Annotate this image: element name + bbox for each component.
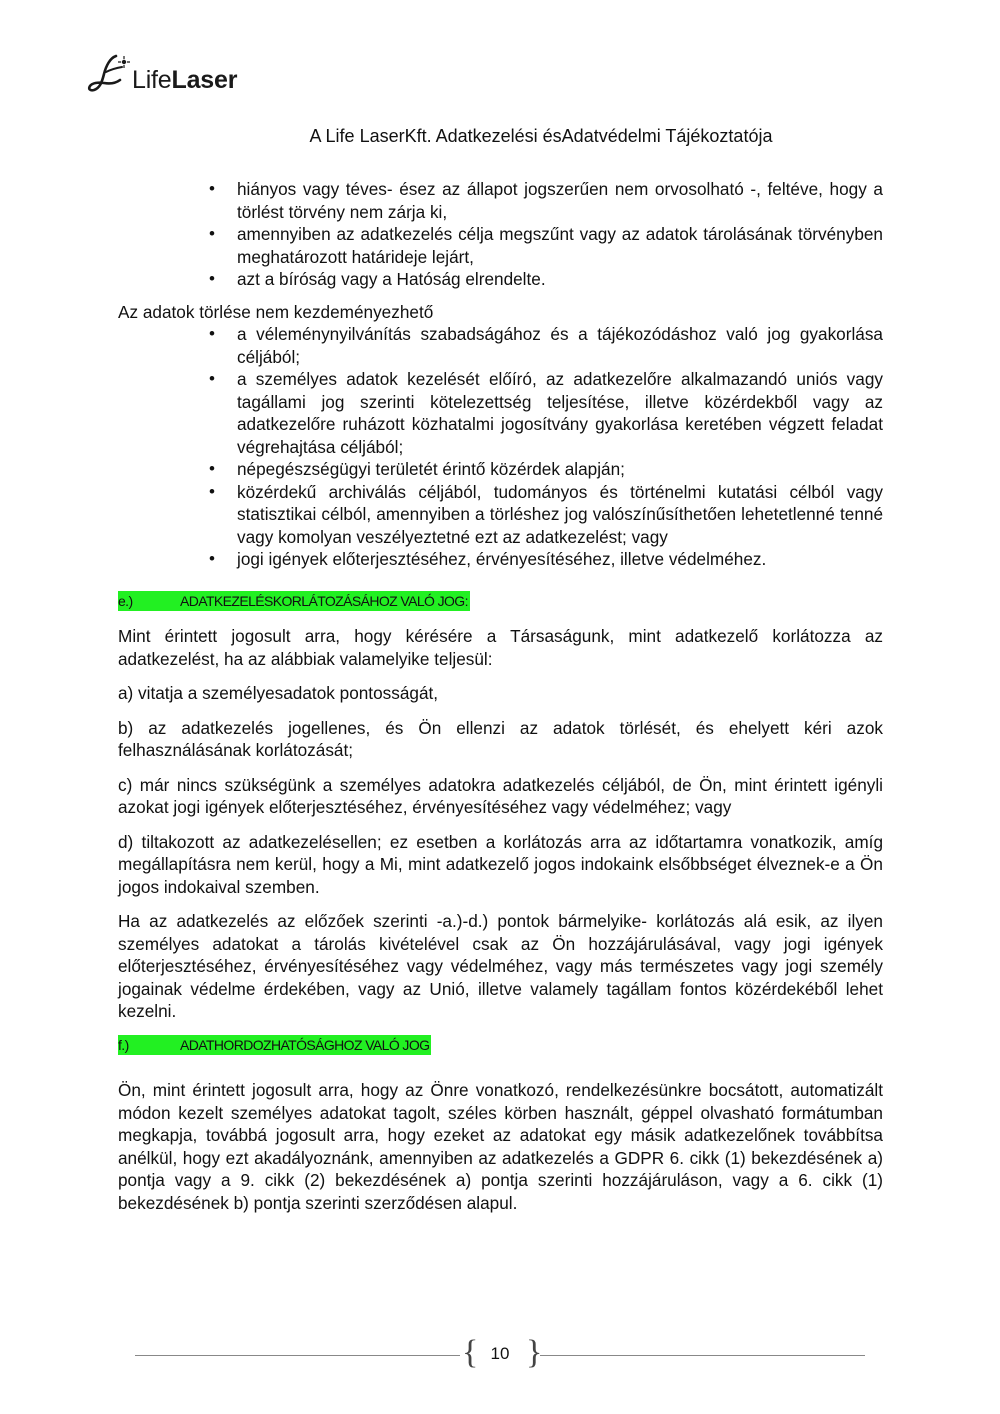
list-item: • azt a bíróság vagy a Hatóság elrendelte. xyxy=(237,268,883,291)
paragraph: d) tiltakozott az adatkezelésellen; ez esetben a korlátozás arra az időtartamra vonatkozik, amíg megállapításra nem kerül, hogy a Mi, mint adatkezelő jogos indokaink elsőbbséget élveznek-e a Ön jogos indokaival szemben. xyxy=(118,831,883,897)
section-title: ADATHORDOZHATÓSÁGHOZ VALÓ JOG xyxy=(180,1036,430,1053)
section-heading-e xyxy=(118,589,883,612)
list-item: • a személyes adatok kezelését előíró, az adatkezelőre alkalmazandó uniós vagy tagállami jog szerinti kötelezettség teljesítése, illetve közérdekből vagy az adatkezelőre ruházott közhatalmi jogosítvány gyakorlása keretében végzett feladat végrehajtása céljából; xyxy=(237,368,883,458)
footer-divider-right xyxy=(540,1355,865,1356)
list-item: • közérdekű archiválás céljából, tudományos és történelmi kutatási célból vagy statisztikai célból, amennyiben a törléshez jog valószínűsíthetően lehetetlenné tenné vagy komolyan veszélyeztetné ezt az adatkezelést; vagy xyxy=(237,481,883,549)
paragraph: c) már nincs szükségünk a személyes adatokra adatkezelés céljából, de Ön, mint érintett igényli azokat jogi igények előterjesztéséhez, érvényesítéséhez vagy védelméhez; vagy xyxy=(118,774,883,817)
paragraph: Ön, mint érintett jogosult arra, hogy az Önre vonatkozó, rendelkezésünkre bocsátott, automatizált módon kezelt személyes adatokat tagolt, széles körben használt, géppel olvasható formátumban megkapja, továbbá jogosult arra, hogy ezeket az adatokat egy másik adatkezelőnek továbbítsa anélkül, hogy ezt akadályoznánk, amennyiben az adatkezelés a GDPR 6. cikk (1) bekezdésének a) pontja vagy a 9. cikk (2) bekezdésének a) pontja szerinti hozzájáruláson, vagy a 6. cikk (1) bekezdésének b) pontja szerinti szerződésen alapul. xyxy=(118,1080,883,1213)
logo-text: LifeLaser xyxy=(132,66,238,94)
deletion-exceptions-list xyxy=(118,323,883,571)
lifelaser-logo-icon xyxy=(86,50,130,98)
company-logo xyxy=(86,50,237,98)
paragraph: a) vitatja a személyesadatok pontosságát, xyxy=(118,683,439,703)
section-heading-f xyxy=(118,1033,883,1056)
page-number: 10 xyxy=(490,1344,510,1363)
section-title: ADATKEZELÉSKORLÁTOZÁSÁHOZ VALÓ JOG: xyxy=(180,592,468,609)
erasure-conditions-list xyxy=(118,178,883,291)
page-bracket-right: } xyxy=(526,1334,543,1371)
document-body xyxy=(118,178,883,1214)
list-item: • amennyiben az adatkezelés célja megszűnt vagy az adatok tárolásának törvényben meghatározott határideje lejárt, xyxy=(237,223,883,268)
footer-divider-left xyxy=(135,1355,460,1356)
list-item: • a véleménynyilvánítás szabadságához és a tájékozódáshoz való jog gyakorlása céljából; xyxy=(237,323,883,368)
page-title: A Life LaserKft. Adatkezelési ésAdatvédelmi Tájékoztatója xyxy=(309,126,773,146)
paragraph-no-deletion: Az adatok törlése nem kezdeményezhető xyxy=(118,301,434,322)
list-item: • népegészségügyi területét érintő közérdek alapján; xyxy=(237,458,883,481)
section-number: f.) xyxy=(118,1036,129,1053)
paragraph: Ha az adatkezelés az előzőek szerinti -a.)-d.) pontok bármelyike- korlátozás alá esik, az ilyen személyes adatokat a tárolás kivételével csak az Ön hozzájárulásával, vagy jogi igények előterjesztéséhez, érvényesítéséhez vagy védelméhez, vagy más természetes vagy jogi személy jogainak védelme érdekében, vagy az Unió, illetve valamely tagállam fontos közérdekéből lehet kezelni. xyxy=(118,911,883,1021)
list-item: • hiányos vagy téves- ésez az állapot jogszerűen nem orvosolható -, feltéve, hogy a törlést törvény nem zárja ki, xyxy=(237,178,883,223)
paragraph: Mint érintett jogosult arra, hogy kérésére a Társaságunk, mint adatkezelő korlátozza az adatkezelést, ha az alábbiak valamelyike teljesül: xyxy=(118,626,883,669)
page-bracket-left: { xyxy=(462,1334,479,1371)
paragraph: b) az adatkezelés jogellenes, és Ön ellenzi az adatok törlését, és ehelyett kéri azok felhasználásának korlátozását; xyxy=(118,717,883,760)
list-item: • jogi igények előterjesztéséhez, érvényesítéséhez, illetve védelméhez. xyxy=(237,548,883,571)
section-number: e.) xyxy=(118,592,133,609)
